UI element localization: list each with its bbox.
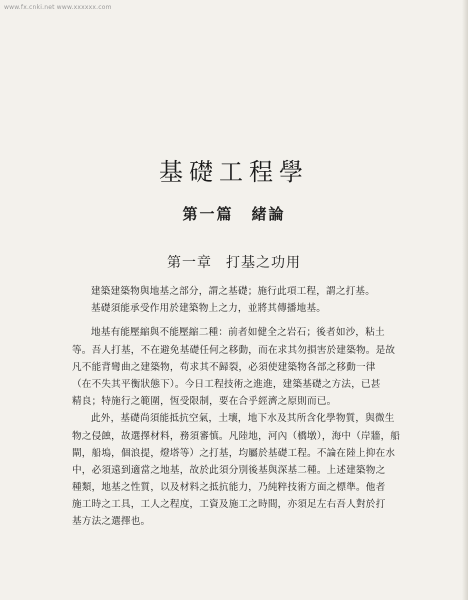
- chapter-name: 打基之功用: [226, 255, 301, 271]
- body-line: （在不失其平衡狀態下）。今日工程技術之進進，建築基礎之方法，已甚: [72, 378, 381, 390]
- body-line: 凡不能背彎曲之建築物，苟求其不歸裂，必須使建築物各部之移動一律: [72, 361, 376, 373]
- body-line: 此外，基礎尚須能抵抗空氣，土壤，地下水及其所含化學物質，與微生: [91, 413, 395, 425]
- page-edge-shadow: [462, 0, 468, 600]
- watermark: www.fx.cnki.net www.xxxxxx.com: [4, 4, 112, 11]
- body-line: 地基有能壓縮與不能壓縮二種：前者如健全之岩石；後者如沙，粘土: [91, 327, 385, 339]
- chapter-body: [72, 283, 402, 531]
- body-line: 精良；特施行之範圍，恆受限制，要在合乎經濟之原則而已。: [72, 396, 337, 408]
- part-name: 緒論: [251, 205, 286, 223]
- book-title: 基礎工程學: [159, 158, 309, 186]
- body-line: 等。吾人打基，不在避免基礎任何之移動，而在求其勿損害於建築物。是故: [72, 344, 396, 356]
- body-line: 閘，船塢，個浪提，燈塔等）之打基，均屬於基礎工程。不論在陸上抑在水: [72, 447, 396, 459]
- body-line: 施工時之工具，工人之程度，工資及施工之時間，亦須足左右吾人對於打: [72, 499, 386, 511]
- body-line: 中，必須遠到適當之地基，故於此須分別後基與深基二種。上述建築物之: [72, 464, 386, 476]
- part-heading: [0, 203, 468, 224]
- chapter-number: 第一章: [167, 255, 212, 271]
- part-number: 第一篇: [182, 205, 234, 223]
- body-line: 基礎須能承受作用於建築物上之力，並將其傳播地基。: [91, 303, 327, 315]
- body-line: 種類，地基之性質，以及材料之抵抗能力，乃純粹技術方面之標準。他者: [72, 482, 386, 494]
- body-line: 建築建築物與地基之部分，謂之基礎；施行此項工程，謂之打基。: [91, 286, 376, 297]
- body-line: 物之侵蝕，故選擇材料，務須審慎。凡陸地，河內（橋墩），海中（岸牆，船: [72, 430, 401, 442]
- body-line: 基方法之選擇也。: [72, 516, 151, 528]
- chapter-heading: [0, 252, 468, 272]
